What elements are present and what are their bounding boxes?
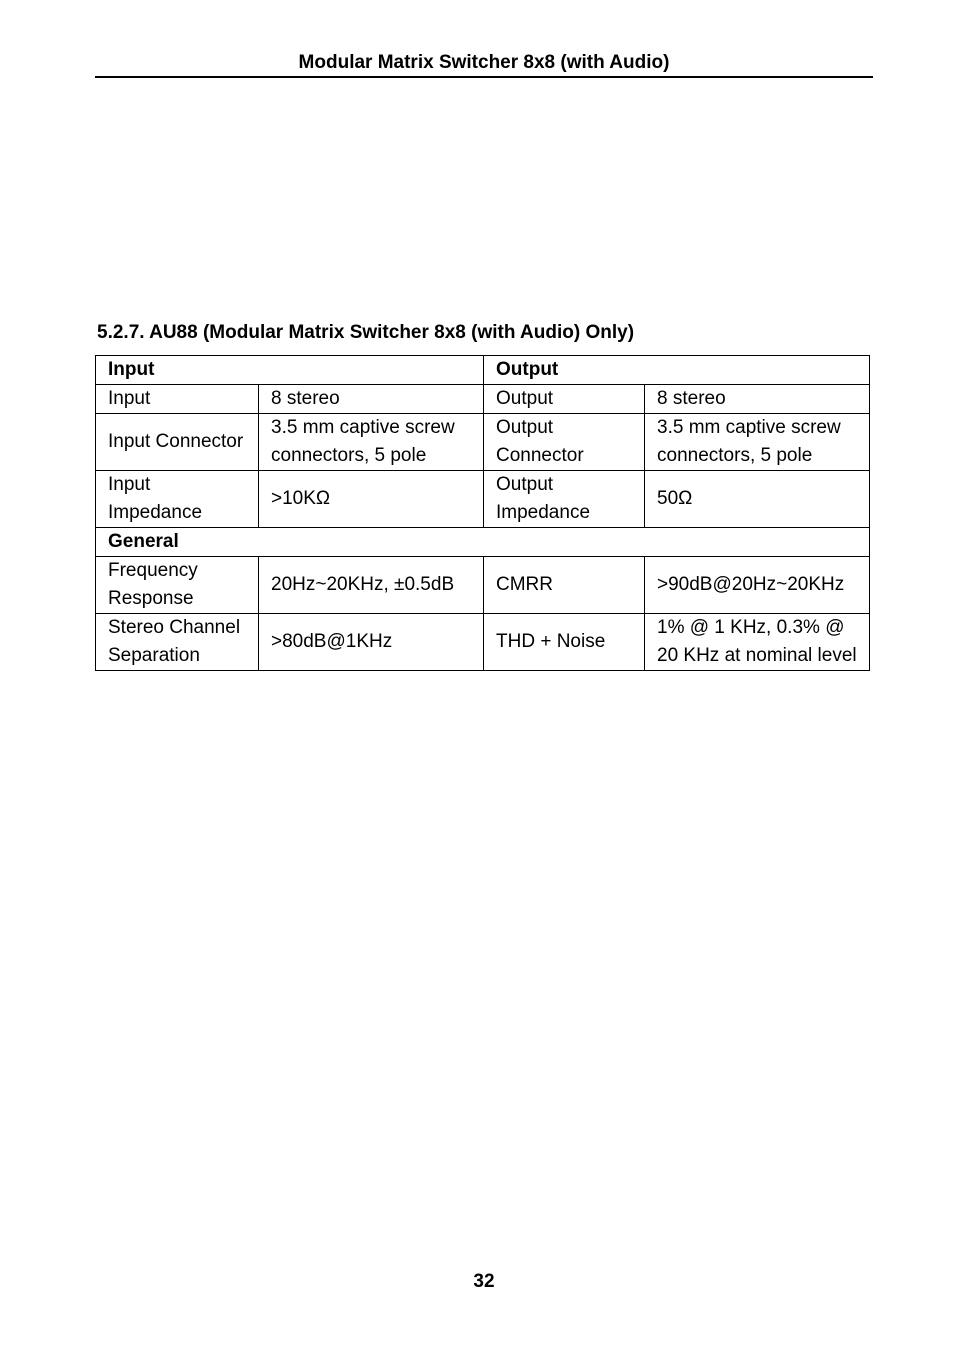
section-heading: 5.2.7. AU88 (Modular Matrix Switcher 8x8 (with Audio) Only) xyxy=(97,322,635,343)
group-header-input: Input xyxy=(96,356,484,385)
table-group-row xyxy=(96,528,870,557)
spec-value: 8 stereo xyxy=(259,385,484,414)
spec-label: Frequency Response xyxy=(96,557,259,614)
spec-label: Input Impedance xyxy=(96,471,259,528)
page-number: 32 xyxy=(473,1271,495,1292)
table-row xyxy=(96,414,870,471)
spec-value: 50Ω xyxy=(645,471,870,528)
spec-value: >80dB@1KHz xyxy=(259,614,484,671)
spec-label: Output Connector xyxy=(484,414,645,471)
spec-value: >90dB@20Hz~20KHz xyxy=(645,557,870,614)
table-group-row xyxy=(96,356,870,385)
spec-value: 3.5 mm captive screw connectors, 5 pole xyxy=(259,414,484,471)
header-rule xyxy=(95,76,873,78)
spec-label: Input xyxy=(96,385,259,414)
spec-value: 20Hz~20KHz, ±0.5dB xyxy=(259,557,484,614)
spec-label: Input Connector xyxy=(96,414,259,471)
spec-label: Output Impedance xyxy=(484,471,645,528)
group-header-general: General xyxy=(96,528,870,557)
spec-label: Output xyxy=(484,385,645,414)
page-header: Modular Matrix Switcher 8x8 (with Audio) xyxy=(298,52,670,73)
spec-label: Stereo Channel Separation xyxy=(96,614,259,671)
table-row xyxy=(96,557,870,614)
spec-value: 3.5 mm captive screw connectors, 5 pole xyxy=(645,414,870,471)
table-row xyxy=(96,385,870,414)
spec-value: >10KΩ xyxy=(259,471,484,528)
spec-value: 8 stereo xyxy=(645,385,870,414)
spec-label: THD + Noise xyxy=(484,614,645,671)
group-header-output: Output xyxy=(484,356,870,385)
spec-label: CMRR xyxy=(484,557,645,614)
table-row xyxy=(96,471,870,528)
spec-table xyxy=(95,355,870,671)
spec-value: 1% @ 1 KHz, 0.3% @ 20 KHz at nominal level xyxy=(645,614,870,671)
table-row xyxy=(96,614,870,671)
